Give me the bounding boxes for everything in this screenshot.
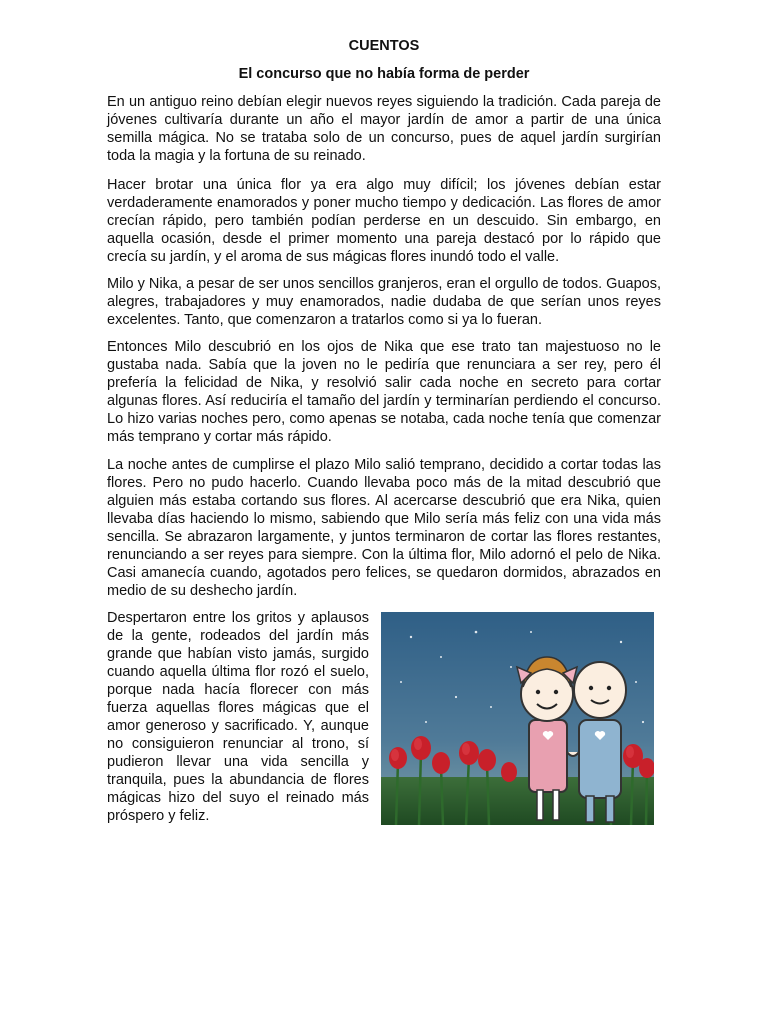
- section-title: CUENTOS: [348, 38, 420, 54]
- story-title: El concurso que no había forma de perder: [238, 66, 530, 82]
- paragraph: Hacer brotar una única flor ya era algo muy difícil; los jóvenes debían estar verdaderamente enamorados y poner mucho tiempo y dedicación. Las flores de amor crecían rápido, pero también podían perderse en un descuido. Sin embargo, en aquella ocasión, desde el primer momento una pareja destacó por lo rápido que crecía su jardín, y el aroma de sus mágicas flores inundó todo el valle.: [107, 177, 661, 265]
- paragraph: La noche antes de cumplirse el plazo Milo salió temprano, decidido a cortar todas las flores. Pero no pudo hacerlo. Cuando llevaba poco más de la mitad descubrió que alguien más estaba cortando sus flores. Al acercarse descubrió que era Nika, quien llevaba días haciendo lo mismo, sabiendo que Milo sería más feliz con una vida más sencilla. Se abrazaron largamente, y juntos terminaron de cortar las flores restantes, renunciando a ser reyes para siempre. Con la última flor, Milo adornó el pelo de Nika. Casi amanecía cuando, agotados pero felices, se quedaron dormidos, abrazados en medio de su deshecho jardín.: [107, 457, 661, 599]
- paragraph: Milo y Nika, a pesar de ser unos sencillos granjeros, eran el orgullo de todos. Guapos, alegres, trabajadores y muy enamorados, nadie dudaba de que serían unos reyes excelentes. Tanto, que comenzaron a tratarlos como si ya lo fueran.: [107, 276, 661, 328]
- couple-in-tulip-field-illustration: [381, 612, 654, 825]
- paragraph-with-illustration: Despertaron entre los gritos y aplausos de la gente, rodeados del jardín más grande que habían visto jamás, surgido cuando aquella última flor rozó el suelo, porque nada hacía florecer con más fuerza aquellas flores mágicas que el amor generoso y sacrificado. Y, aunque no consiguieron renunciar al trono, sí pudieron llevar una vida sencilla y tranquila, pues la abundancia de flores mágicas hizo del suyo el reinado más próspero y feliz.: [107, 610, 369, 824]
- paragraph: Entonces Milo descubrió en los ojos de Nika que ese trato tan majestuoso no le gustaba nada. Sabía que la joven no le pediría que renunciara a ser rey, pero él prefería la felicidad de Nika, y resolvió salir cada noche en secreto para cortar algunas flores. Así reduciría el tamaño del jardín y terminarían perdiendo el concurso. Lo hizo varias noches pero, como apenas se notaba, cada noche tenía que comenzar más temprano y cortar más rápido.: [107, 339, 661, 445]
- paragraph: En un antiguo reino debían elegir nuevos reyes siguiendo la tradición. Cada pareja de jóvenes cultivaría durante un año el mayor jardín de amor a partir de una única semilla mágica. No se trataba solo de un concurso, pues de aquel jardín surgirían toda la magia y la fortuna de su reinado.: [107, 94, 661, 164]
